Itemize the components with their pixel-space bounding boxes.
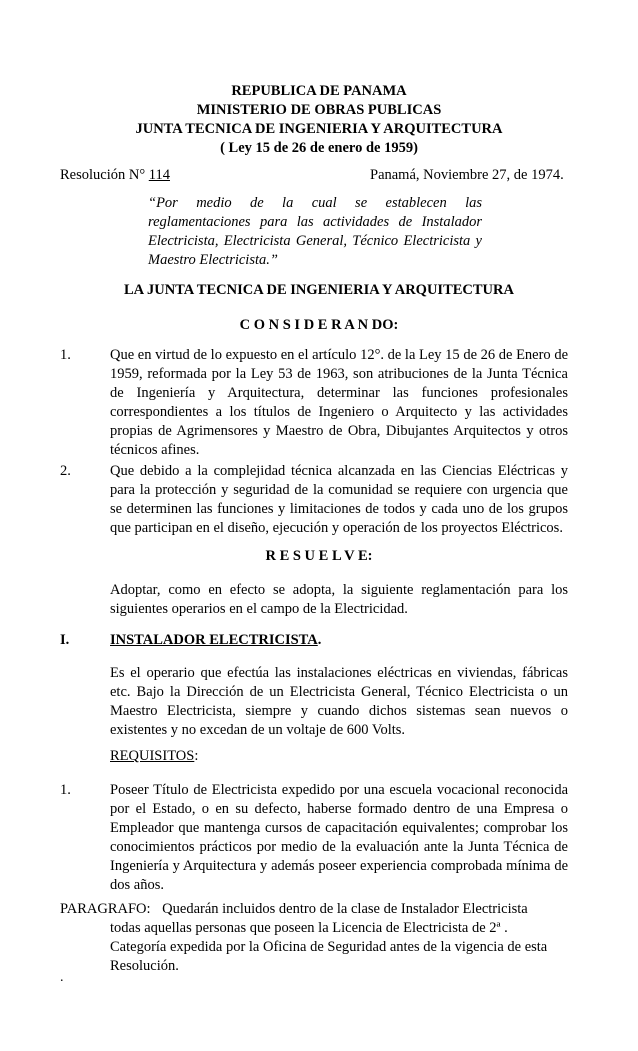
trailing-mark: . (60, 970, 64, 985)
paragrafo-rest: todas aquellas personas que poseen la Licencia de Electricista de 2ª . Categoría expedida por la Oficina de Seguridad antes de la vigencia de esta Resolución. (110, 920, 548, 974)
section-1-description: Es el operario que efectúa las instalaciones eléctricas en viviendas, fábricas etc. Bajo la Dirección de un Electricista General, Técnico Electricista o un Maestro Electricista, siempre y cuando dichos sistemas sean nuevos o existentes y no excedan de un voltaje de 600 Volts. (110, 665, 568, 738)
section-1-number: I. (60, 632, 70, 648)
resolution-label: Resolución N° (60, 167, 146, 183)
requisito-1-number: 1. (60, 782, 71, 798)
considerando-2-number: 2. (60, 463, 71, 479)
header-country: REPUBLICA DE PANAMA (231, 83, 407, 99)
considerando-2-text: Que debido a la complejidad técnica alcanzada en las Ciencias Eléctricas y para la protección y seguridad de la comunidad se requiere con urgencia que se determinen las funciones y limitaciones de todos y cada uno de los grupos que participan en el diseño, ejecución y operación de los proyectos Eléctricos. (110, 463, 568, 536)
section-1-title-text: INSTALADOR ELECTRICISTA (110, 632, 318, 648)
issuing-body-title: LA JUNTA TECNICA DE INGENIERIA Y ARQUITECTURA (124, 282, 514, 298)
header-ministry: MINISTERIO DE OBRAS PUBLICAS (196, 102, 442, 118)
considerando-1-text: Que en virtud de lo expuesto en el artículo 12°. de la Ley 15 de 26 de Enero de 1959, reformada por la Ley 53 de 1963, son atribuciones de la Junta Técnica de Ingeniería y Arquitectura, determinar las funciones profesionales correspondientes a los títulos de Ingeniero o Arquitecto y las actividades propias de Agrimensores y Maestro de Obra, Dibujantes Arquitectos y otros técnicos afines. (110, 347, 568, 458)
header-law: ( Ley 15 de 26 de enero de 1959) (220, 140, 418, 156)
requisitos-colon: : (194, 748, 199, 764)
section-1-title (110, 631, 321, 650)
considerando-heading: C O N S I D E R A N DO: (239, 317, 399, 333)
requisitos-heading (110, 747, 198, 766)
section-1-title-punct: . (317, 632, 322, 648)
resuelve-heading: R E S U E L V E: (265, 548, 373, 564)
resolution-summary: “Por medio de la cual se establecen las reglamentaciones para las actividades de Instalador Electricista, Electricista General, Técnico Electricista y Maestro Electricista.” (148, 195, 482, 268)
resuelve-text: Adoptar, como en efecto se adopta, la siguiente reglamentación para los siguientes operarios en el campo de la Electricidad. (110, 582, 568, 617)
resolution-number (60, 166, 170, 185)
paragrafo-first-line (60, 900, 528, 919)
resolution-number-value: 114 (148, 167, 170, 183)
resolution-place-date: Panamá, Noviembre 27, de 1974. (370, 167, 564, 183)
paragrafo-label: PARAGRAFO: (60, 901, 151, 917)
paragrafo-first-text: Quedarán incluidos dentro de la clase de Instalador Electricista (162, 901, 528, 917)
requisitos-label: REQUISITOS (110, 748, 195, 764)
header-board: JUNTA TECNICA DE INGENIERIA Y ARQUITECTURA (135, 121, 503, 137)
considerando-1-number: 1. (60, 347, 71, 363)
requisito-1-text: Poseer Título de Electricista expedido por una escuela vocacional reconocida por el Estado, o en su defecto, haberse formado dentro de una Empresa o Empleador que mantenga cursos de capacitación equivalentes; comprobar los conocimientos prácticos por medio de la evaluación ante la Junta Técnica de Ingeniería y Arquitectura y además poseer experiencia comprobada mínima de dos años. (110, 782, 568, 893)
